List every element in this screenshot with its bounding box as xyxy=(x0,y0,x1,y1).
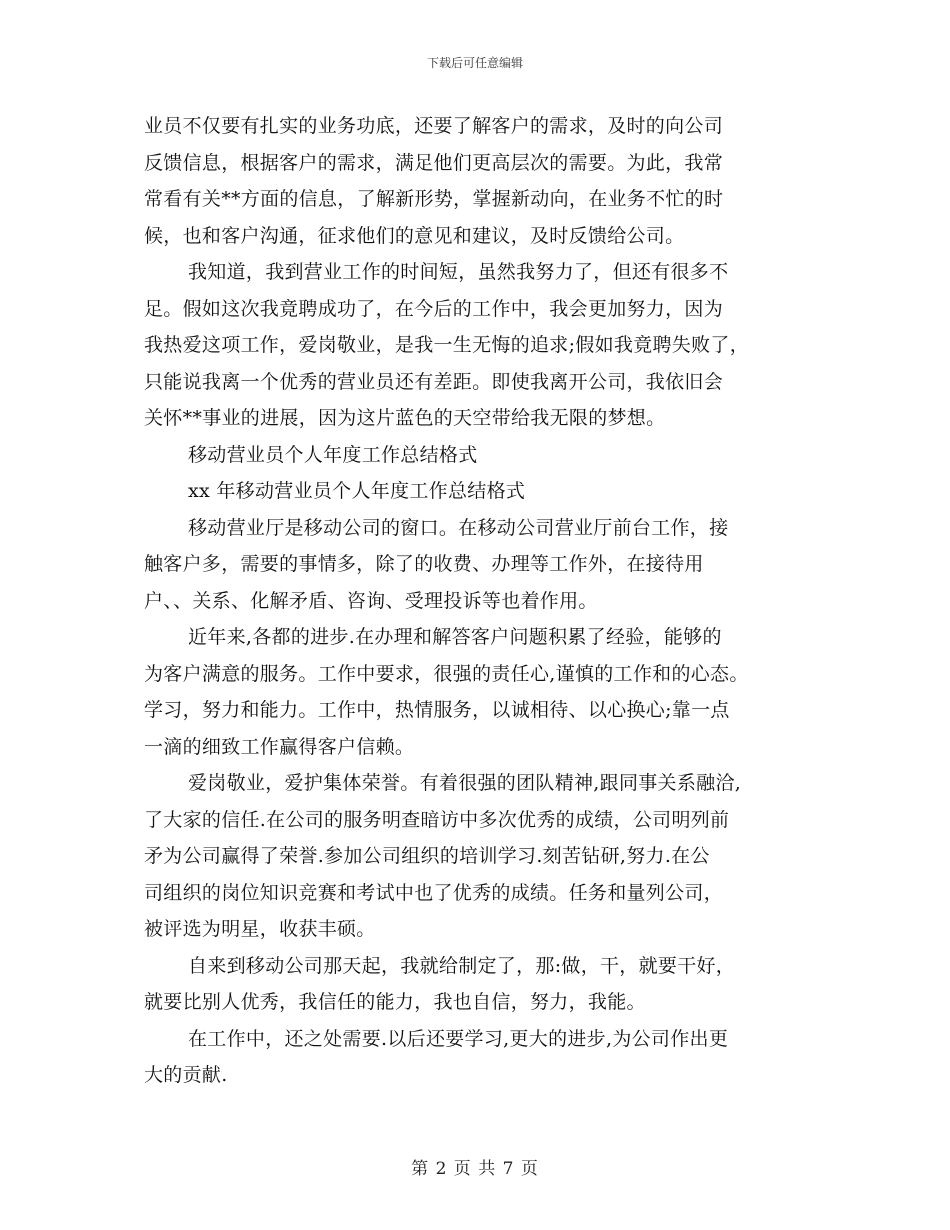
text-line: 常看有关**方面的信息，了解新形势，掌握新动向，在业务不忙的时 xyxy=(144,188,724,210)
text-line: 矛为公司赢得了荣誉.参加公司组织的培训学习.刻苦钻研,努力.在公 xyxy=(144,845,710,867)
text-line: 一滴的细致工作赢得客户信赖。 xyxy=(144,735,415,758)
text-line: 触客户多，需要的事情多，除了的收费、办理等工作外，在接待用 xyxy=(144,553,704,575)
text-line: xx 年移动营业员个人年度工作总结格式 xyxy=(188,480,526,502)
text-line: 大的贡献. xyxy=(144,1064,228,1086)
text-line: 自来到移动公司那天起，我就给制定了，那:做，干，就要干好， xyxy=(188,954,736,977)
text-line: 候，也和客户沟通，征求他们的意见和建议，及时反馈给公司。 xyxy=(144,224,685,247)
text-line: 移动营业员个人年度工作总结格式 xyxy=(188,443,478,466)
text-line: 近年来,各都的进步.在办理和解答客户问题积累了经验，能够的 xyxy=(188,626,722,648)
page-header: 下载后可任意编辑 xyxy=(426,56,523,70)
text-line: 足。假如这次我竟聘成功了，在今后的工作中，我会更加努力，因为 xyxy=(144,297,724,320)
text-line: 我知道，我到营业工作的时间短，虽然我努力了，但还有很多不 xyxy=(188,261,729,283)
text-line: 移动营业厅是移动公司的窗口。在移动公司营业厅前台工作，接 xyxy=(188,516,729,539)
text-line: 爱岗敬业，爱护集体荣誉。有着很强的团队精神,跟同事关系融洽, xyxy=(188,772,742,794)
text-line: 反馈信息，根据客户的需求，满足他们更高层次的需要。为此，我常 xyxy=(144,151,724,174)
text-line: 在工作中，还之处需要.以后还要学习,更大的进步,为公司作出更 xyxy=(188,1027,729,1050)
text-line: 为客户满意的服务。工作中要求，很强的责任心,谨慎的工作和的心态。 xyxy=(144,662,749,685)
text-line: 关怀**事业的进展，因为这片蓝色的天空带给我无限的梦想。 xyxy=(144,407,666,429)
page-footer: 第 2 页 共 7 页 xyxy=(411,1159,539,1179)
text-line: 学习，努力和能力。工作中，热情服务，以诚相待、以心换心;靠一点 xyxy=(144,699,730,721)
text-line: 司组织的岗位知识竞赛和考试中也了优秀的成绩。任务和量列公司， xyxy=(144,881,724,904)
text-line: 户、、关系、化解矛盾、咨询、受理投诉等也着作用。 xyxy=(144,589,598,612)
text-line: 被评选为明星，收获丰硕。 xyxy=(144,918,376,940)
text-line: 我热爱这项工作，爱岗敬业，是我一生无悔的追求;假如我竟聘失败了， xyxy=(144,334,750,356)
document-body xyxy=(144,108,814,1094)
text-line: 业员不仅要有扎实的业务功底，还要了解客户的需求，及时的向公司 xyxy=(144,115,724,137)
text-line: 只能说我离一个优秀的营业员还有差距。即使我离开公司，我依旧会 xyxy=(144,370,724,393)
text-line: 了大家的信任.在公司的服务明查暗访中多次优秀的成绩，公司明列前 xyxy=(144,808,730,831)
text-line: 就要比别人优秀，我信任的能力，我也自信，努力，我能。 xyxy=(144,991,646,1013)
